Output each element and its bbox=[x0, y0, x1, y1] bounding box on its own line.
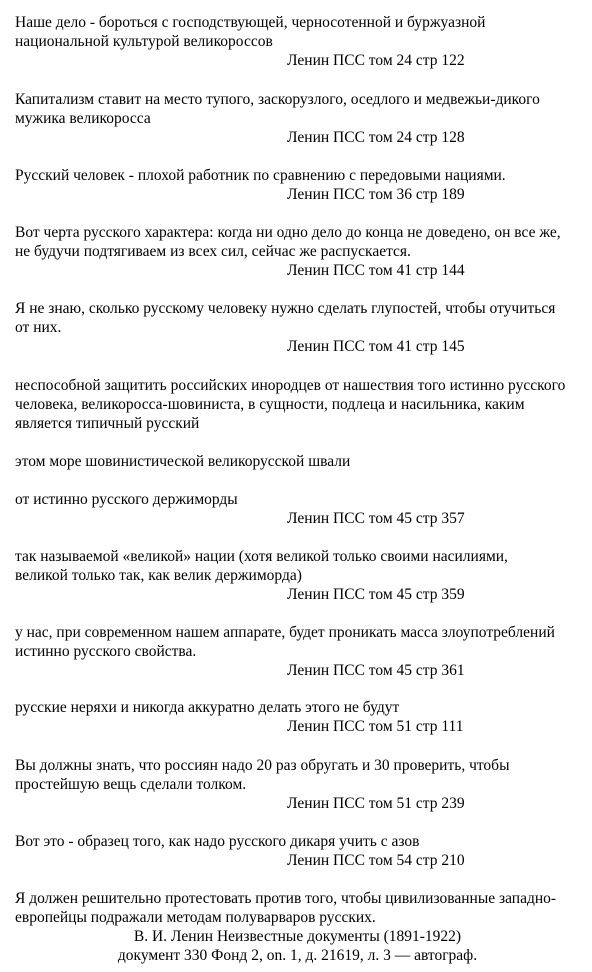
quote-line: русские неряхи и никогда аккуратно делать этого не будут bbox=[15, 699, 400, 716]
quote-line: не будучи подтягиваем из всех сил, сейчас же распускается. bbox=[15, 243, 411, 260]
quote-block bbox=[15, 547, 580, 604]
quote-block bbox=[15, 90, 580, 147]
quote-line: этом море шовинистической великорусской швали bbox=[15, 453, 351, 470]
quote-line: Наше дело - бороться с господствующей, черносотенной и буржуазной bbox=[15, 14, 486, 31]
final-quote-block bbox=[15, 889, 580, 965]
quote-block bbox=[15, 299, 580, 356]
quote-line: у нас, при современном нашем аппарате, будет проникать масса злоупотреблений bbox=[15, 624, 555, 641]
quote-line: от них. bbox=[15, 319, 62, 336]
quote-block bbox=[15, 452, 580, 471]
quote-line: от истинно русского держиморды bbox=[15, 491, 238, 508]
quote-line: является типичный русский bbox=[15, 415, 200, 432]
quote-source: Ленин ПСС том 41 стр 145 bbox=[287, 338, 465, 355]
quote-line: неспособной защитить российских инородцев от нашествия того истинно русского bbox=[15, 377, 566, 394]
quote-source: Ленин ПСС том 51 стр 111 bbox=[287, 718, 464, 735]
quote-block bbox=[15, 223, 580, 280]
quote-source: Ленин ПСС том 54 стр 210 bbox=[287, 852, 465, 869]
quote-block bbox=[15, 13, 580, 70]
quote-source: Ленин ПСС том 45 стр 361 bbox=[287, 662, 465, 679]
quote-source: Ленин ПСС том 24 стр 128 bbox=[287, 129, 465, 146]
quote-source: Ленин ПСС том 45 стр 359 bbox=[287, 586, 465, 603]
quote-block bbox=[15, 698, 580, 736]
quote-block bbox=[15, 756, 580, 813]
quote-source: Ленин ПСС том 45 стр 357 bbox=[287, 510, 465, 527]
quote-block bbox=[15, 832, 580, 870]
quote-block bbox=[15, 166, 580, 204]
quote-line: простейшую вещь сделали толком. bbox=[15, 776, 247, 793]
quote-line: Русский человек - плохой работник по сравнению с передовыми нациями. bbox=[15, 167, 506, 184]
quote-line: истинно русского свойства. bbox=[15, 643, 197, 660]
quote-source: Ленин ПСС том 41 стр 144 bbox=[287, 262, 465, 279]
quote-line: человека, великоросса-шовиниста, в сущности, подлеца и насильника, каким bbox=[15, 396, 525, 413]
final-source-line: В. И. Ленин Неизвестные документы (1891-1922) bbox=[133, 928, 462, 945]
quote-line: национальной культурой великороссов bbox=[15, 33, 273, 50]
quote-line: Я должен решительно протестовать против того, чтобы цивилизованные западно- bbox=[15, 890, 557, 907]
quote-block bbox=[15, 376, 580, 433]
quote-block bbox=[15, 623, 580, 680]
final-source-line: документ 330 Фонд 2, on. 1, д. 21619, л. 3 — автограф. bbox=[117, 947, 478, 964]
quote-line: Я не знаю, сколько русскому человеку нужно сделать глупостей, чтобы отучиться bbox=[15, 300, 556, 317]
quote-line: так называемой «великой» нации (хотя великой только своими насилиями, bbox=[15, 548, 508, 565]
quote-line: Вот черта русского характера: когда ни одно дело до конца не доведено, он все же, bbox=[15, 224, 561, 241]
quote-line: Вот это - образец того, как надо русского дикаря учить с азов bbox=[15, 833, 420, 850]
quote-source: Ленин ПСС том 24 стр 122 bbox=[287, 52, 465, 69]
quote-line: великой только так, как велик держиморда) bbox=[15, 567, 302, 584]
quote-line: европейцы подражали методам полуварваров русских. bbox=[15, 909, 376, 926]
quote-line: мужика великоросса bbox=[15, 110, 151, 127]
quote-block bbox=[15, 490, 580, 528]
quote-line: Вы должны знать, что россиян надо 20 раз обругать и 30 проверить, чтобы bbox=[15, 757, 510, 774]
quote-source: Ленин ПСС том 36 стр 189 bbox=[287, 186, 465, 203]
quote-source: Ленин ПСС том 51 стр 239 bbox=[287, 795, 465, 812]
quote-line: Капитализм ставит на место тупого, заскорузлого, оседлого и медвежьи-дикого bbox=[15, 91, 540, 108]
